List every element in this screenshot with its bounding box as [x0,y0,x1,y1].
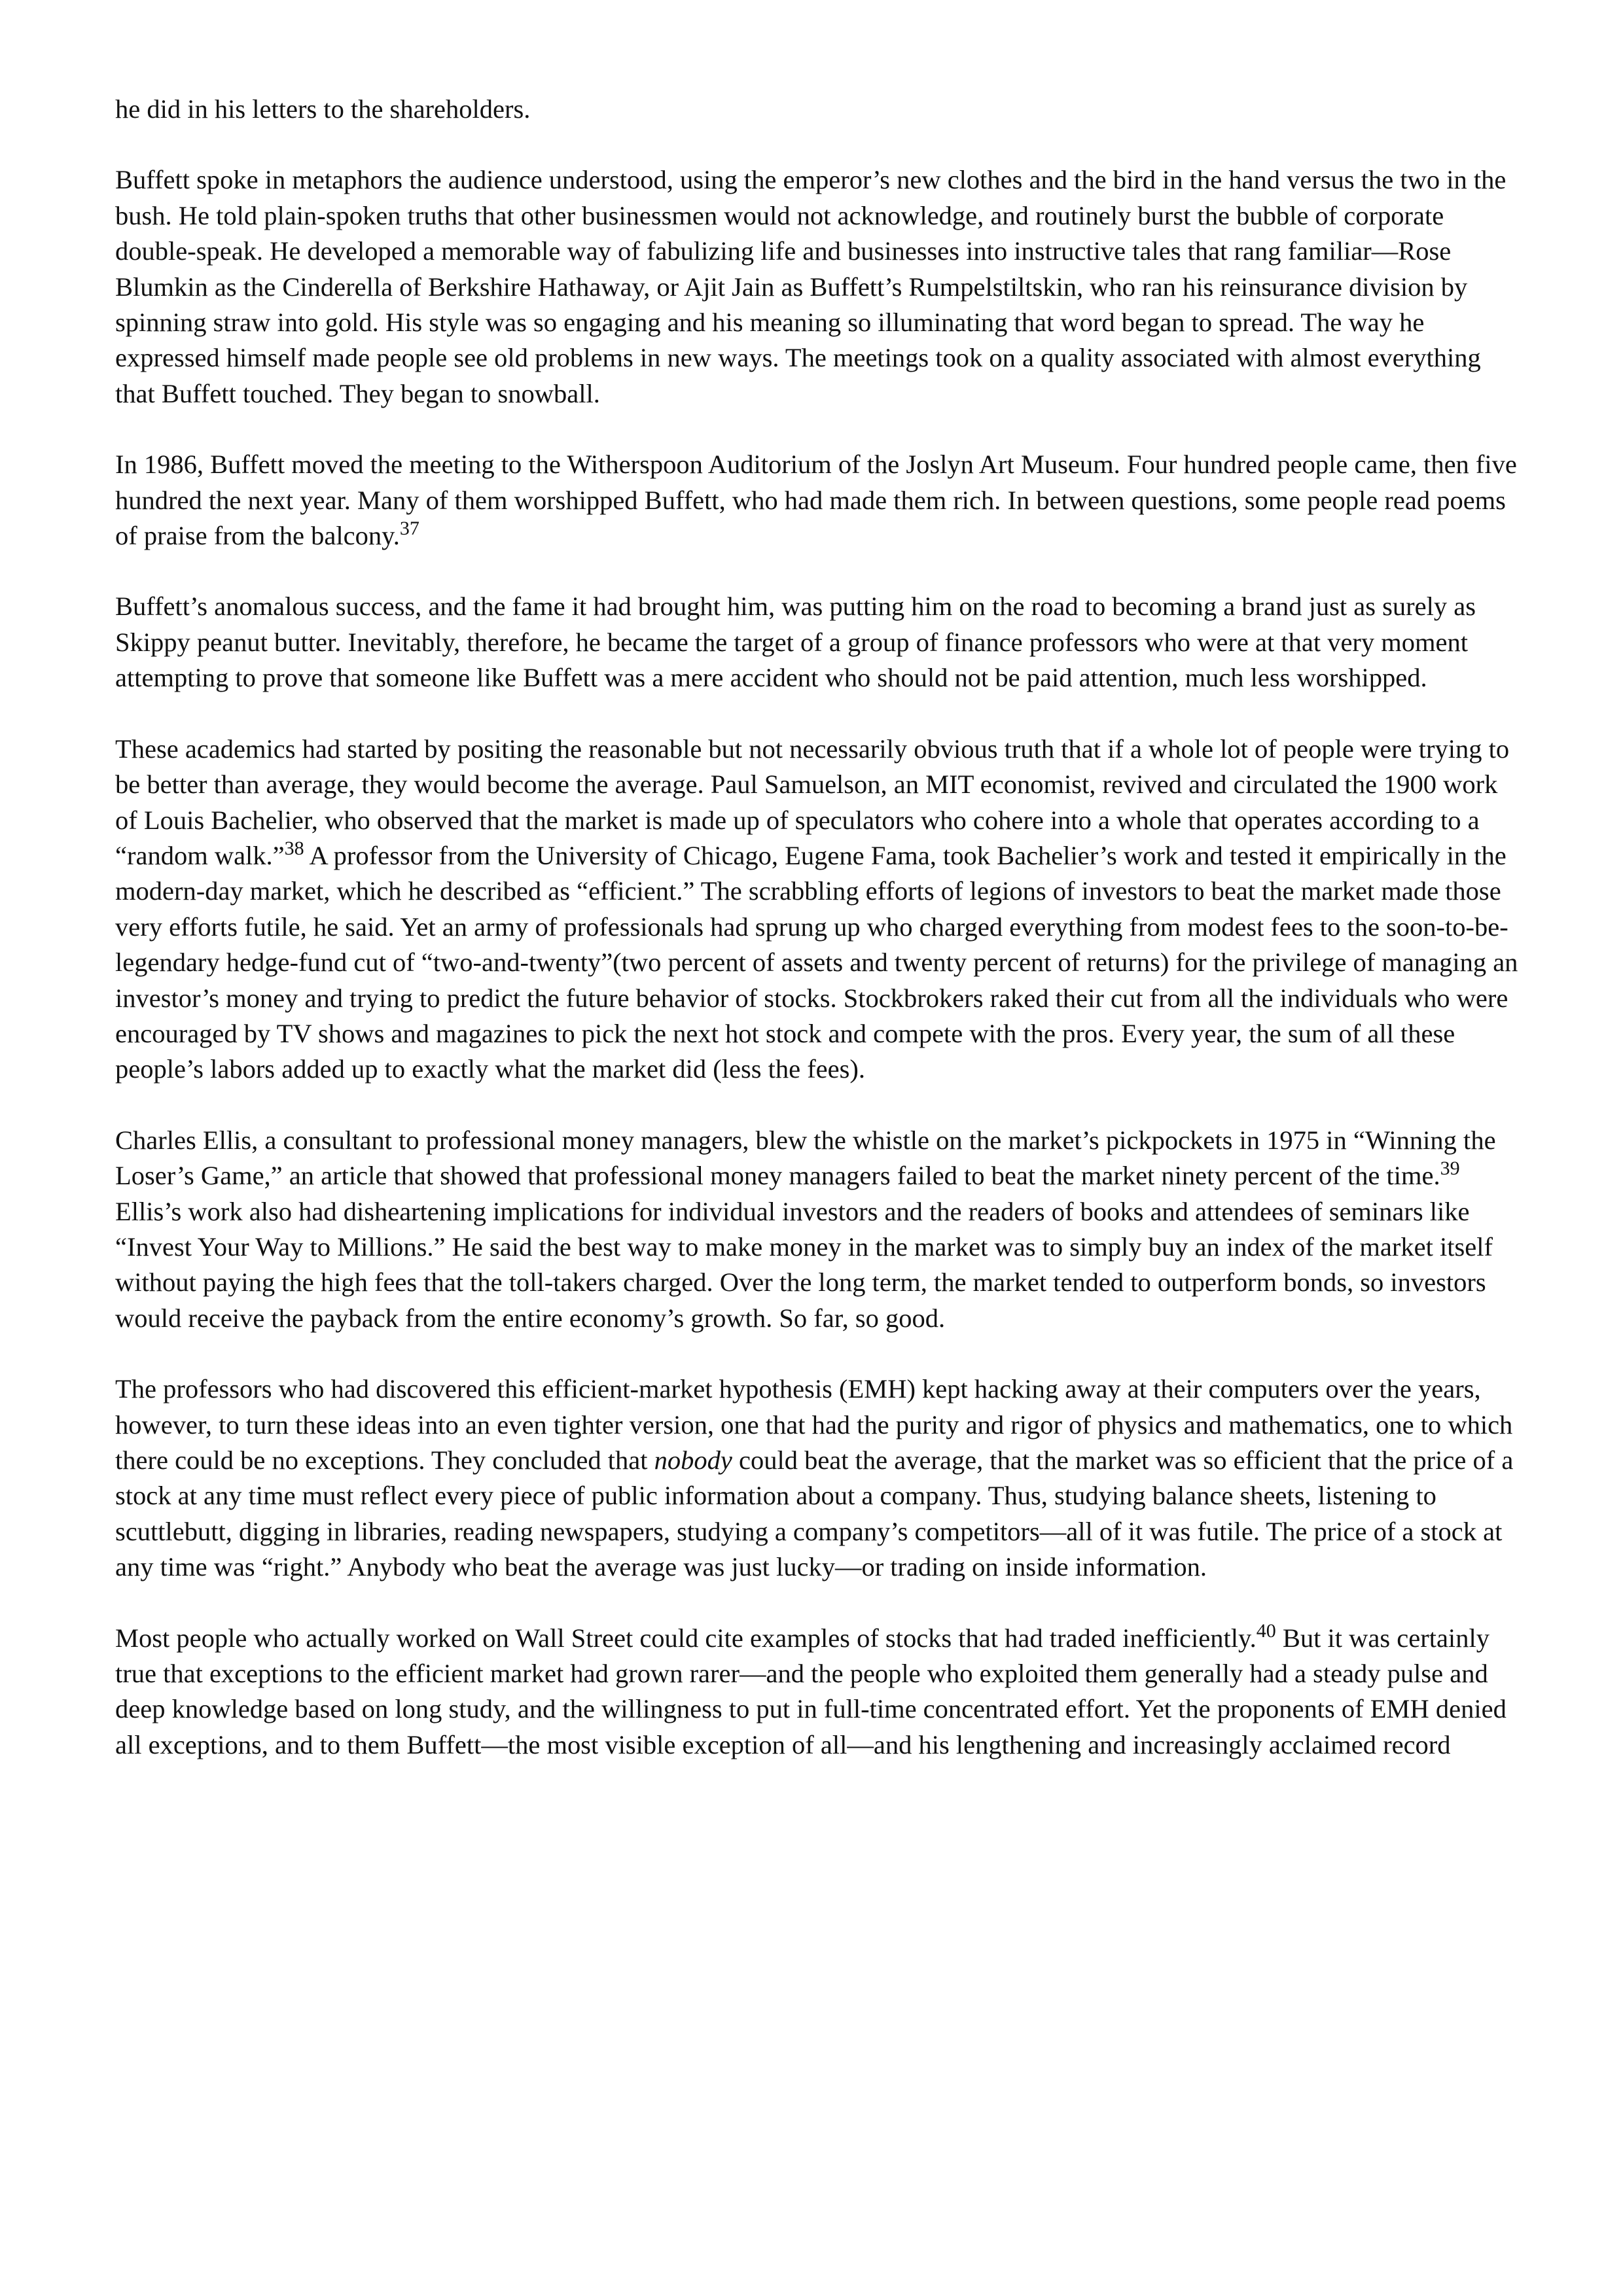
paragraph-text: The professors who had discovered this efficient-market hypothesis (EMH) kept hacking away at their computers over the years, however, to turn these ideas into an even tighter version, one that had the purity and rigor of physics and mathematics, one to which there could be no exceptions. They concluded that [115,1374,1513,1475]
paragraph-text-continued: But it was certainly true that exceptions to the efficient market had grown rarer—and the people who exploited them generally had a steady pulse and deep knowledge based on long study, and the willingness to put in full-time concentrated effort. Yet the proponents of EMH denied all exceptions, and to them Buffett—the most visible exception of all—and his lengthening and increasingly acclaimed record [115,1623,1507,1759]
paragraph-4 [115,589,1522,696]
paragraph-text: he did in his letters to the shareholders. [115,94,531,124]
document-page [115,92,1522,1798]
paragraph-text: Most people who actually worked on Wall Street could cite examples of stocks that had traded inefficiently. [115,1623,1257,1653]
footnote-marker-39: 39 [1440,1157,1460,1180]
paragraph-6 [115,1123,1522,1336]
paragraph-2 [115,162,1522,412]
paragraph-text: Charles Ellis, a consultant to professional money managers, blew the whistle on the market’s pickpockets in 1975 in “Winning the Loser’s Game,” an article that showed that professional money managers failed to beat the market ninety percent of the time. [115,1125,1496,1191]
paragraph-text-continued: could beat the average, that the market was so efficient that the price of a stock at any time must reflect every piece of public information about a company. Thus, studying balance sheets, listening to scuttlebutt, digging in libraries, reading newspapers, studying a company’s competitors—all of it was futile. The price of a stock at any time was “right.” Anybody who beat the average was just lucky—or trading on inside information. [115,1445,1514,1582]
paragraph-3 [115,447,1522,554]
paragraph-text-continued: A professor from the University of Chicago, Eugene Fama, took Bachelier’s work and tested it empirically in the modern-day market, which he described as “efficient.” The scrabbling efforts of legions of investors to beat the market made those very efforts futile, he said. Yet an army of professionals had sprung up who charged everything from modest fees to the soon-to-be-legendary hedge-fund cut of “two-and-twenty”(two percent of assets and twenty percent of returns) for the privilege of managing an investor’s money and trying to predict the future behavior of stocks. Stockbrokers raked their cut from all the individuals who were encouraged by TV shows and magazines to pick the next hot stock and compete with the pros. Every year, the sum of all these people’s labors added up to exactly what the market did (less the fees). [115,840,1518,1084]
footnote-marker-38: 38 [284,837,304,859]
footnote-marker-37: 37 [399,518,419,540]
paragraph-text: These academics had started by positing the reasonable but not necessarily obvious truth that if a whole lot of people were trying to be better than average, they would become the average. Paul Samuelson, an MIT economist, revived and circulated the 1900 work of Louis Bachelier, who observed that the market is made up of speculators who cohere into a whole that operates according to a “random walk.” [115,733,1510,870]
paragraph-8 [115,1621,1522,1763]
paragraph-text-continued: Ellis’s work also had disheartening implications for individual investors and the readers of books and attendees of seminars like “Invest Your Way to Millions.” He said the best way to make money in the market was to simply buy an index of the market itself without paying the high fees that the toll-takers charged. Over the long term, the market tended to outperform bonds, so investors would receive the payback from the entire economy’s growth. So far, so good. [115,1196,1493,1333]
paragraph-text: In 1986, Buffett moved the meeting to the Witherspoon Auditorium of the Joslyn Art Museum. Four hundred people came, then five hundred the next year. Many of them worshipped Buffett, who had made them rich. In between questions, some people read poems of praise from the balcony. [115,450,1517,551]
paragraph-1 [115,92,1522,127]
paragraph-7 [115,1371,1522,1585]
paragraph-5 [115,732,1522,1087]
footnote-marker-40: 40 [1256,1619,1276,1642]
paragraph-text: Buffett spoke in metaphors the audience understood, using the emperor’s new clothes and the bird in the hand versus the two in the bush. He told plain-spoken truths that other businessmen would not acknowledge, and routinely burst the bubble of corporate double-speak. He developed a memorable way of fabulizing life and businesses into instructive tales that rang familiar—Rose Blumkin as the Cinderella of Berkshire Hathaway, or Ajit Jain as Buffett’s Rumpelstiltskin, who ran his reinsurance division by spinning straw into gold. His style was so engaging and his meaning so illuminating that word began to spread. The way he expressed himself made people see old problems in new ways. The meetings took on a quality associated with almost everything that Buffett touched. They began to snowball. [115,165,1507,408]
paragraph-text: Buffett’s anomalous success, and the fame it had brought him, was putting him on the road to becoming a brand just as surely as Skippy peanut butter. Inevitably, therefore, he became the target of a group of finance professors who were at that very moment attempting to prove that someone like Buffett was a mere accident who should not be paid attention, much less worshipped. [115,592,1476,693]
emphasis-nobody: nobody [654,1445,732,1475]
